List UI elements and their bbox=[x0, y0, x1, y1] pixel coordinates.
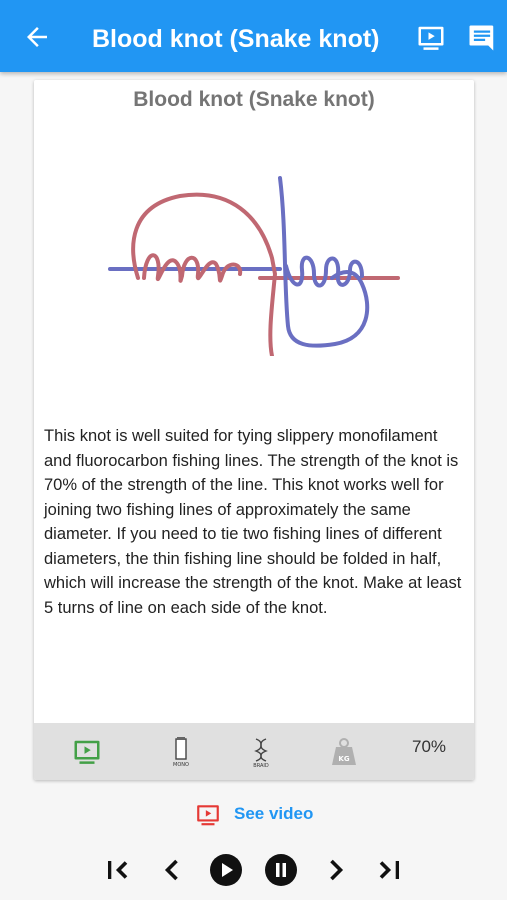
comment-icon[interactable] bbox=[467, 23, 497, 53]
braid-label: BRAID bbox=[253, 763, 269, 769]
braid-line-icon bbox=[250, 735, 272, 769]
app-bar-title: Blood knot (Snake knot) bbox=[92, 25, 380, 53]
skip-last-icon[interactable] bbox=[372, 852, 408, 888]
knot-stats-bar bbox=[34, 723, 474, 780]
knot-strength-value: 70% bbox=[412, 737, 447, 756]
mono-label: MONO bbox=[173, 762, 189, 768]
skip-first-icon[interactable] bbox=[99, 852, 135, 888]
app-bar bbox=[0, 0, 507, 72]
red-loop bbox=[133, 195, 275, 356]
previous-icon[interactable] bbox=[154, 852, 190, 888]
weight-kg-icon bbox=[330, 735, 358, 769]
play-video-icon[interactable] bbox=[415, 23, 447, 53]
knot-description: This knot is well suited for tying slippery monofilament and fluorocarbon fishing lines. The strength of the knot is 70% of the strength of the line. This knot works well for joining two fishing lines of approximately the same diameter. If you need to tie two fishing lines of different diameters, the thin fishing line should be folded in half, which will increase the strength of the knot. Make at least 5 turns of line on each side of the knot. bbox=[44, 427, 462, 617]
arrow-left-icon[interactable] bbox=[22, 22, 52, 52]
playback-controls bbox=[0, 848, 507, 892]
weight-label: KG bbox=[338, 755, 350, 763]
mono-line-icon bbox=[170, 735, 192, 769]
knot-title: Blood knot (Snake knot) bbox=[133, 88, 375, 111]
play-icon[interactable] bbox=[208, 852, 244, 888]
pause-icon[interactable] bbox=[263, 852, 299, 888]
blue-coils bbox=[286, 258, 362, 286]
knot-illustration bbox=[100, 166, 410, 356]
knot-card bbox=[34, 80, 474, 780]
video-icon bbox=[193, 802, 223, 828]
next-icon[interactable] bbox=[318, 852, 354, 888]
video-available-icon[interactable] bbox=[72, 735, 102, 769]
see-video-label: See video bbox=[234, 804, 314, 823]
see-video-link[interactable] bbox=[193, 800, 333, 830]
